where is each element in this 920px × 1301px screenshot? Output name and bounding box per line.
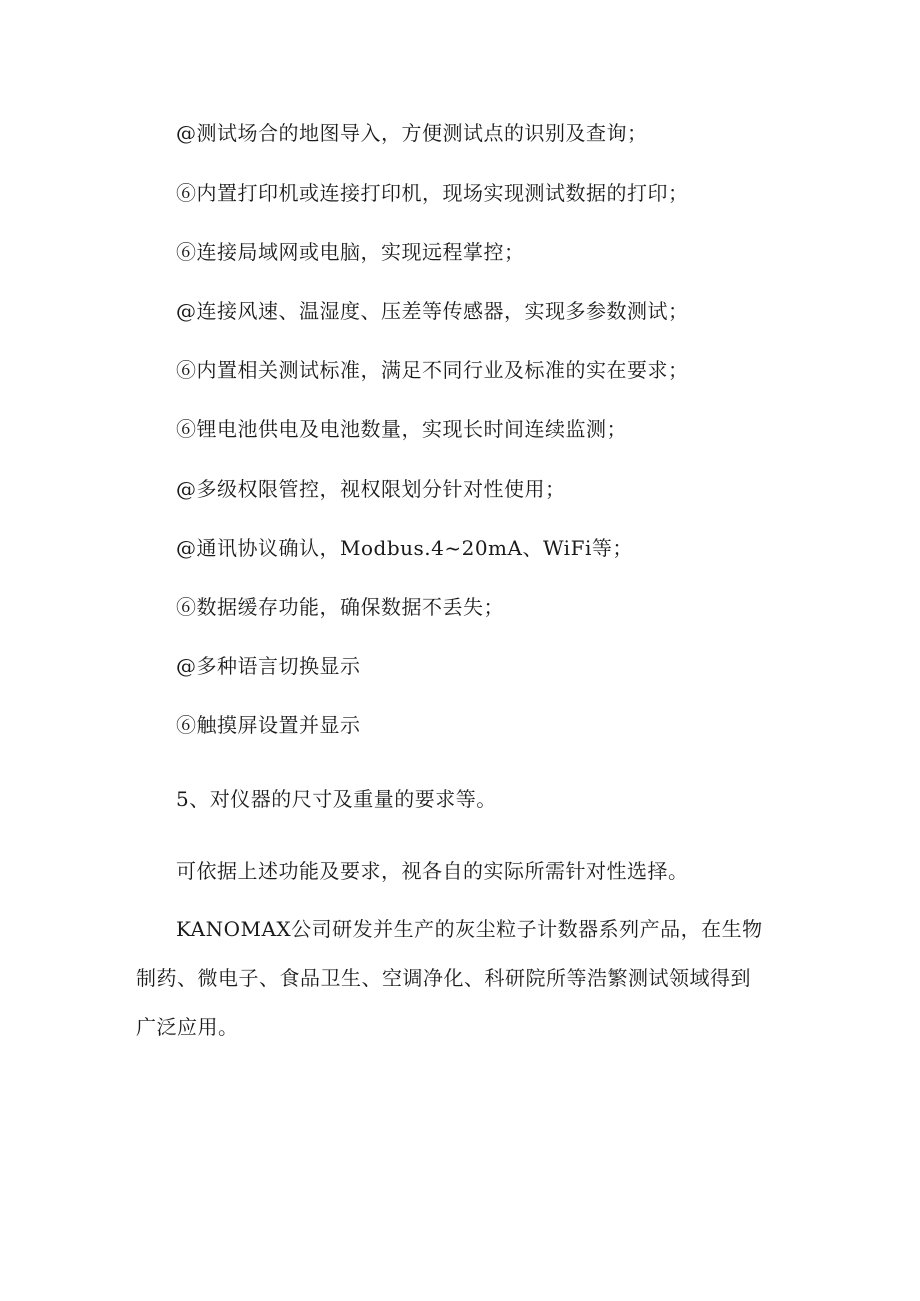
- feature-item-sensors: @连接风速、温湿度、压差等传感器，实现多参数测试；: [176, 299, 689, 323]
- feature-item-protocols: @通讯协议确认，Modbus.4~20mA、WiFi等；: [176, 536, 633, 560]
- feature-item-remote-control: ⑥连接局域网或电脑，实现远程掌控；: [176, 240, 525, 264]
- closing-paragraph-line: 广泛应用。: [136, 1015, 239, 1039]
- closing-paragraph: [176, 915, 826, 943]
- feature-item-languages: @多种语言切换显示: [176, 654, 361, 678]
- feature-item-map-import: @测试场合的地图导入，方便测试点的识别及查询；: [176, 121, 648, 145]
- feature-item-data-cache: ⑥数据缓存功能，确保数据不丢失；: [176, 595, 504, 619]
- feature-item-permissions: @多级权限管控，视权限划分针对性使用；: [176, 477, 566, 501]
- closing-paragraph-continued: [136, 964, 786, 992]
- closing-paragraph-end: [136, 1013, 786, 1041]
- requirement-item-5: 5、对仪器的尺寸及重量的要求等。: [176, 787, 497, 811]
- selection-note: 可依据上述功能及要求，视各自的实际所需针对性选择。: [176, 859, 689, 883]
- feature-item-battery: ⑥锂电池供电及电池数量，实现长时间连续监测；: [176, 417, 627, 441]
- closing-paragraph-line: 制药、微电子、食品卫生、空调净化、科研院所等浩繁测试领域得到: [136, 966, 751, 990]
- feature-item-standards: ⑥内置相关测试标准，满足不同行业及标准的实在要求；: [176, 358, 689, 382]
- feature-item-touchscreen: ⑥触摸屏设置并显示: [176, 713, 361, 737]
- closing-paragraph-line: KANOMAX公司研发并生产的灰尘粒子计数器系列产品，在生物: [176, 917, 763, 941]
- feature-item-printer: ⑥内置打印机或连接打印机，现场实现测试数据的打印；: [176, 181, 689, 205]
